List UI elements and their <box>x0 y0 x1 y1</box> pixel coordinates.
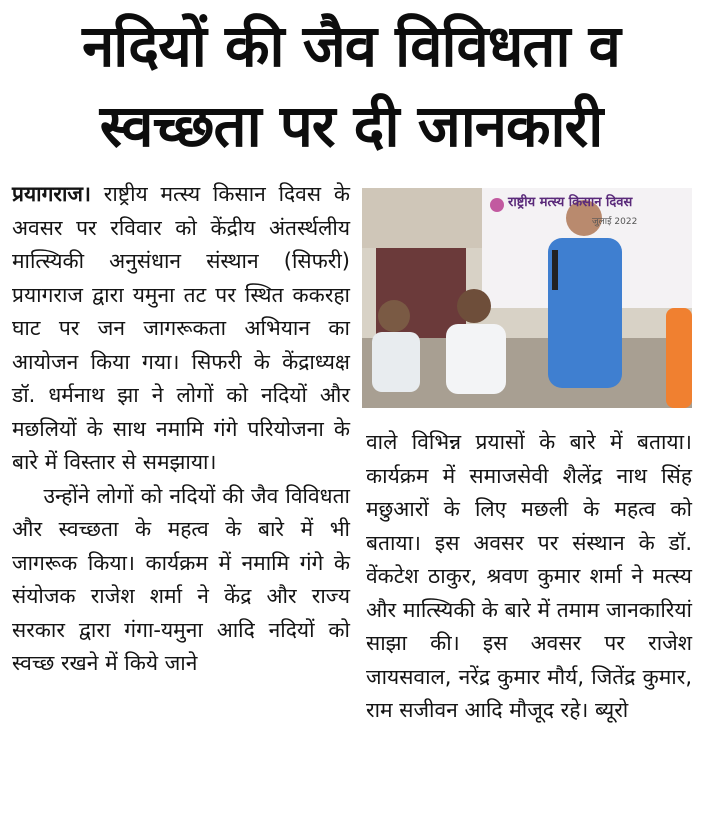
article-paragraph-1 <box>12 178 350 480</box>
article-column-right <box>366 426 692 728</box>
headline-line-1: नदियों की जैव विविधता व <box>82 12 620 80</box>
photo-banner-text: राष्ट्रीय मत्स्य किसान दिवस <box>508 195 633 210</box>
article-column-left <box>12 178 350 681</box>
event-photo-illustration <box>362 188 692 408</box>
headline-line-2: स्वच्छता पर दी जानकारी <box>99 92 603 160</box>
photo-banner-date: जुलाई 2022 <box>592 217 638 227</box>
article-paragraph-2: उन्होंने लोगों को नदियों की जैव विविधता और स्वच्छता के महत्व के बारे में भी जागरूक किया। कार्यक्रम में नमामि गंगे के संयोजक राजेश शर्मा ने केंद्र और राज्य सरकार द्वारा गंगा-यमुना आदि नदियों को स्वच्छ रखने में किये जाने <box>12 483 350 675</box>
article-paragraph-3: वाले विभिन्न प्रयासों के बारे में बताया। कार्यक्रम में समाजसेवी शैलेंद्र नाथ सिंह मछुआरों के लिए मछली के महत्व को बताया। इस अवसर पर संस्थान के डॉ. वेंकटेश ठाकुर, श्रवण कुमार शर्मा ने मत्स्य और मात्स्यिकी के बारे में तमाम जानकारियां साझा की। इस अवसर पर राजेश जायसवाल, नरेंद्र कुमार मौर्य, जितेंद्र कुमार, राम सजीवन आदि मौजूद रहे। ब्यूरो <box>366 430 692 722</box>
dateline: प्रयागराज। <box>12 182 91 206</box>
event-photo <box>362 188 692 408</box>
article-paragraph-1-text: राष्ट्रीय मत्स्य किसान दिवस के अवसर पर रविवार को केंद्रीय अंतर्स्थलीय मात्स्यिकी अनुसंधान संस्थान (सिफरी) प्रयागराज द्वारा यमुना तट पर स्थित ककरहा घाट पर जन जागरूकता अभियान का आयोजन किया गया। सिफरी के केंद्राध्यक्ष डॉ. धर्मनाथ झा ने लोगों को नदियों और मछलियों के साथ नमामि गंगे परियोजना के बारे में विस्तार से समझाया। <box>12 182 350 474</box>
headline <box>10 6 692 166</box>
